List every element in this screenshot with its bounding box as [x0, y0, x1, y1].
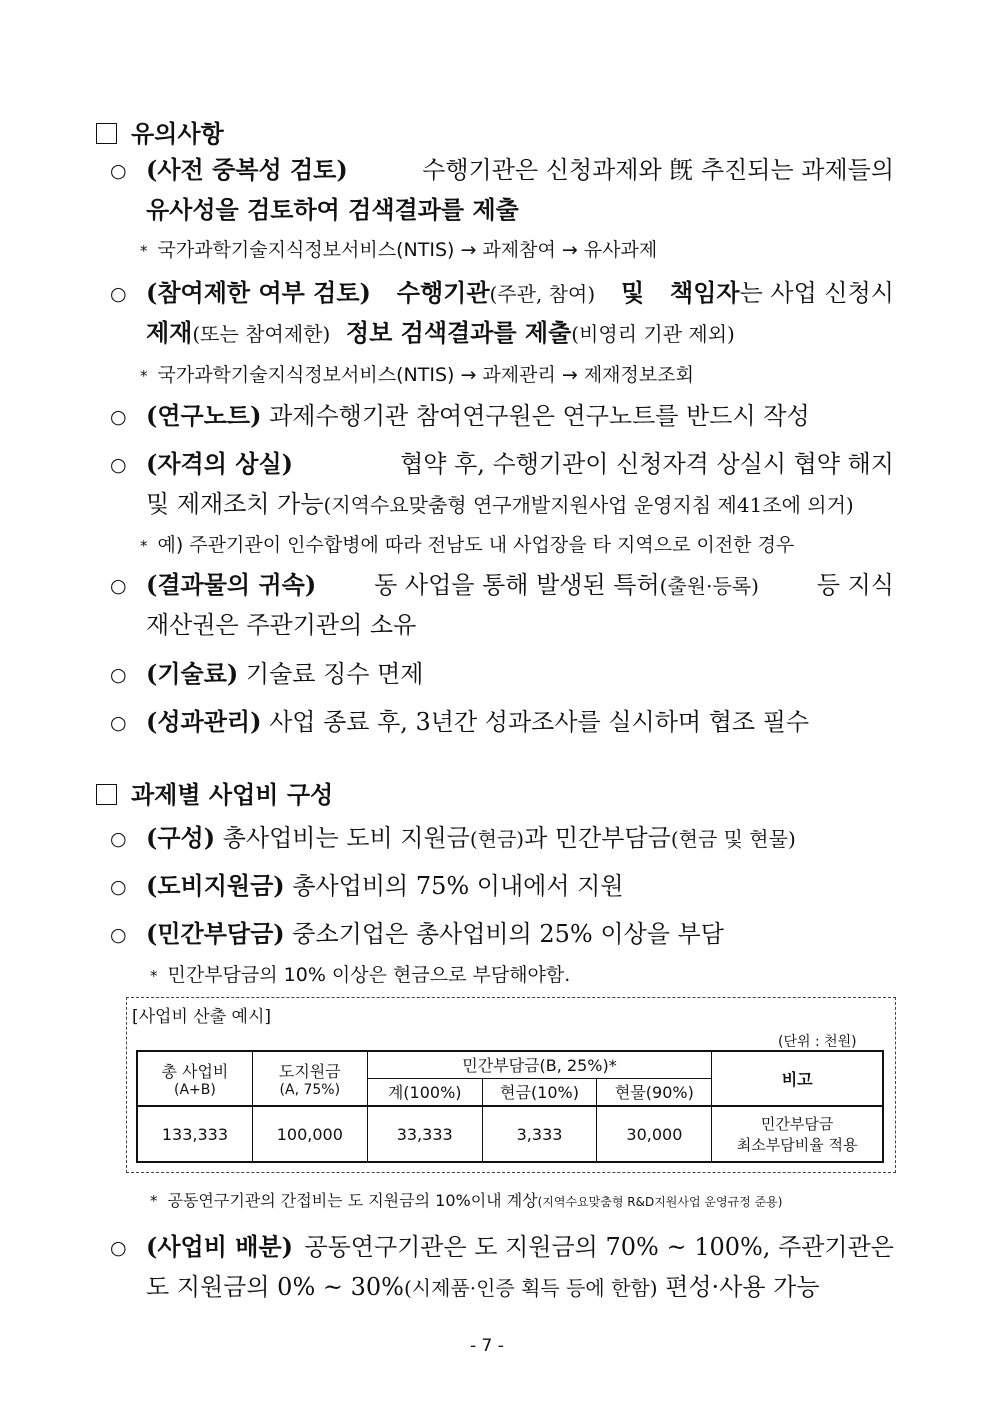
note: * 민간부담금의 10% 이상은 현금으로 부담해야함.: [150, 964, 571, 986]
checkbox-square-icon: [96, 123, 117, 144]
circle-bullet-icon: ○: [110, 406, 127, 428]
item-head: (참여제한 여부 검토): [146, 278, 371, 307]
cell-kind: 30,000: [597, 1106, 712, 1162]
cell-gov: 100,000: [252, 1106, 367, 1162]
item-line: (연구노트) 과제수행기관 참여연구원은 연구노트를 반드시 작성: [146, 401, 810, 430]
item-line: (사업비 배분) 공동연구기관은 도 지원금의 70% ~ 100%, 주관기관은: [146, 1232, 894, 1261]
th-total: 총 사업비 (A+B): [137, 1051, 252, 1106]
budget-table: [136, 1050, 884, 1163]
cell-cash: 3,333: [482, 1106, 597, 1162]
item-text: 책임자는 사업 신청시: [670, 278, 894, 307]
note: * 공동연구기관의 간접비는 도 지원금의 10%이내 계상(지역수요맞춤형 R&D지원사업 운영규정 준용): [150, 1191, 783, 1210]
circle-bullet-icon: ○: [110, 575, 127, 597]
item-line: (자격의 상실) 협약 후, 수행기관이 신청자격 상실시 협약 해지: [146, 449, 894, 478]
circle-bullet-icon: ○: [110, 664, 127, 686]
circle-bullet-icon: ○: [110, 283, 127, 305]
circle-bullet-icon: ○: [110, 876, 127, 898]
item-text: 수행기관(주관, 참여): [396, 278, 596, 307]
section-title: 유의사항: [96, 114, 224, 149]
note: * 국가과학기술지식정보서비스(NTIS) → 과제참여 → 유사과제: [140, 239, 658, 261]
th-sum: 계(100%): [367, 1078, 482, 1106]
th-remark: 비고: [712, 1051, 883, 1106]
circle-bullet-icon: ○: [110, 1237, 127, 1259]
item-line2: 및 제재조치 가능(지역수요맞춤형 연구개발지원사업 운영지침 제41조에 의거): [146, 490, 854, 518]
item-line2: 제재(또는 참여제한) 정보 검색결과를 제출(비영리 기관 제외): [146, 318, 735, 347]
th-private: 민간부담금(B, 25%)*: [367, 1051, 712, 1078]
item-line: (성과관리) 사업 종료 후, 3년간 성과조사를 실시하며 협조 필수: [146, 707, 810, 736]
note: * 예) 주관기관이 인수합병에 따라 전남도 내 사업장을 타 지역으로 이전한 경우: [140, 534, 795, 556]
circle-bullet-icon: ○: [110, 924, 127, 946]
th-cash: 현금(10%): [482, 1078, 597, 1106]
unit-label: (단위 : 천원): [778, 1034, 857, 1050]
item-line: (결과물의 귀속) 동 사업을 통해 발생된 특허(출원·등록) 등 지식: [146, 570, 894, 599]
item-line: [146, 150, 894, 190]
circle-bullet-icon: ○: [110, 828, 127, 850]
item-line2: 유사성을 검토하여 검색결과를 제출: [146, 195, 519, 224]
note: * 국가과학기술지식정보서비스(NTIS) → 과제관리 → 제재정보조회: [140, 364, 694, 386]
item-line2: 도 지원금의 0% ~ 30%(시제품·인증 획득 등에 한함) 편성·사용 가능: [146, 1273, 820, 1301]
item-line: (기술료) 기술료 징수 면제: [146, 659, 424, 688]
section-title: 과제별 사업비 구성: [96, 775, 333, 810]
item-text: 수행기관은 신청과제와 旣 추진되는 과제들의: [422, 156, 894, 184]
item-line: (도비지원금) 총사업비의 75% 이내에서 지원: [146, 871, 624, 900]
circle-bullet-icon: ○: [110, 712, 127, 734]
circle-bullet-icon: ○: [110, 160, 127, 182]
item-line: (구성) 총사업비는 도비 지원금(현금)과 민간부담금(현금 및 현물): [146, 823, 796, 852]
cell-total: 133,333: [137, 1106, 252, 1162]
item-line2: 재산권은 주관기관의 소유: [146, 611, 417, 639]
item-text: 및: [620, 278, 645, 307]
example-label: [사업비 산출 예시]: [132, 1007, 272, 1027]
cell-sum: 33,333: [367, 1106, 482, 1162]
item-line: [146, 273, 894, 314]
th-kind: 현물(90%): [597, 1078, 712, 1106]
cell-remark: 민간부담금 최소부담비율 적용: [712, 1106, 883, 1162]
page-number: - 7 -: [470, 1336, 504, 1356]
circle-bullet-icon: ○: [110, 454, 127, 476]
th-gov: 도지원금 (A, 75%): [252, 1051, 367, 1106]
item-line: (민간부담금) 중소기업은 총사업비의 25% 이상을 부담: [146, 919, 724, 948]
item-head: (사전 중복성 검토): [146, 155, 348, 184]
checkbox-square-icon: [96, 784, 117, 805]
